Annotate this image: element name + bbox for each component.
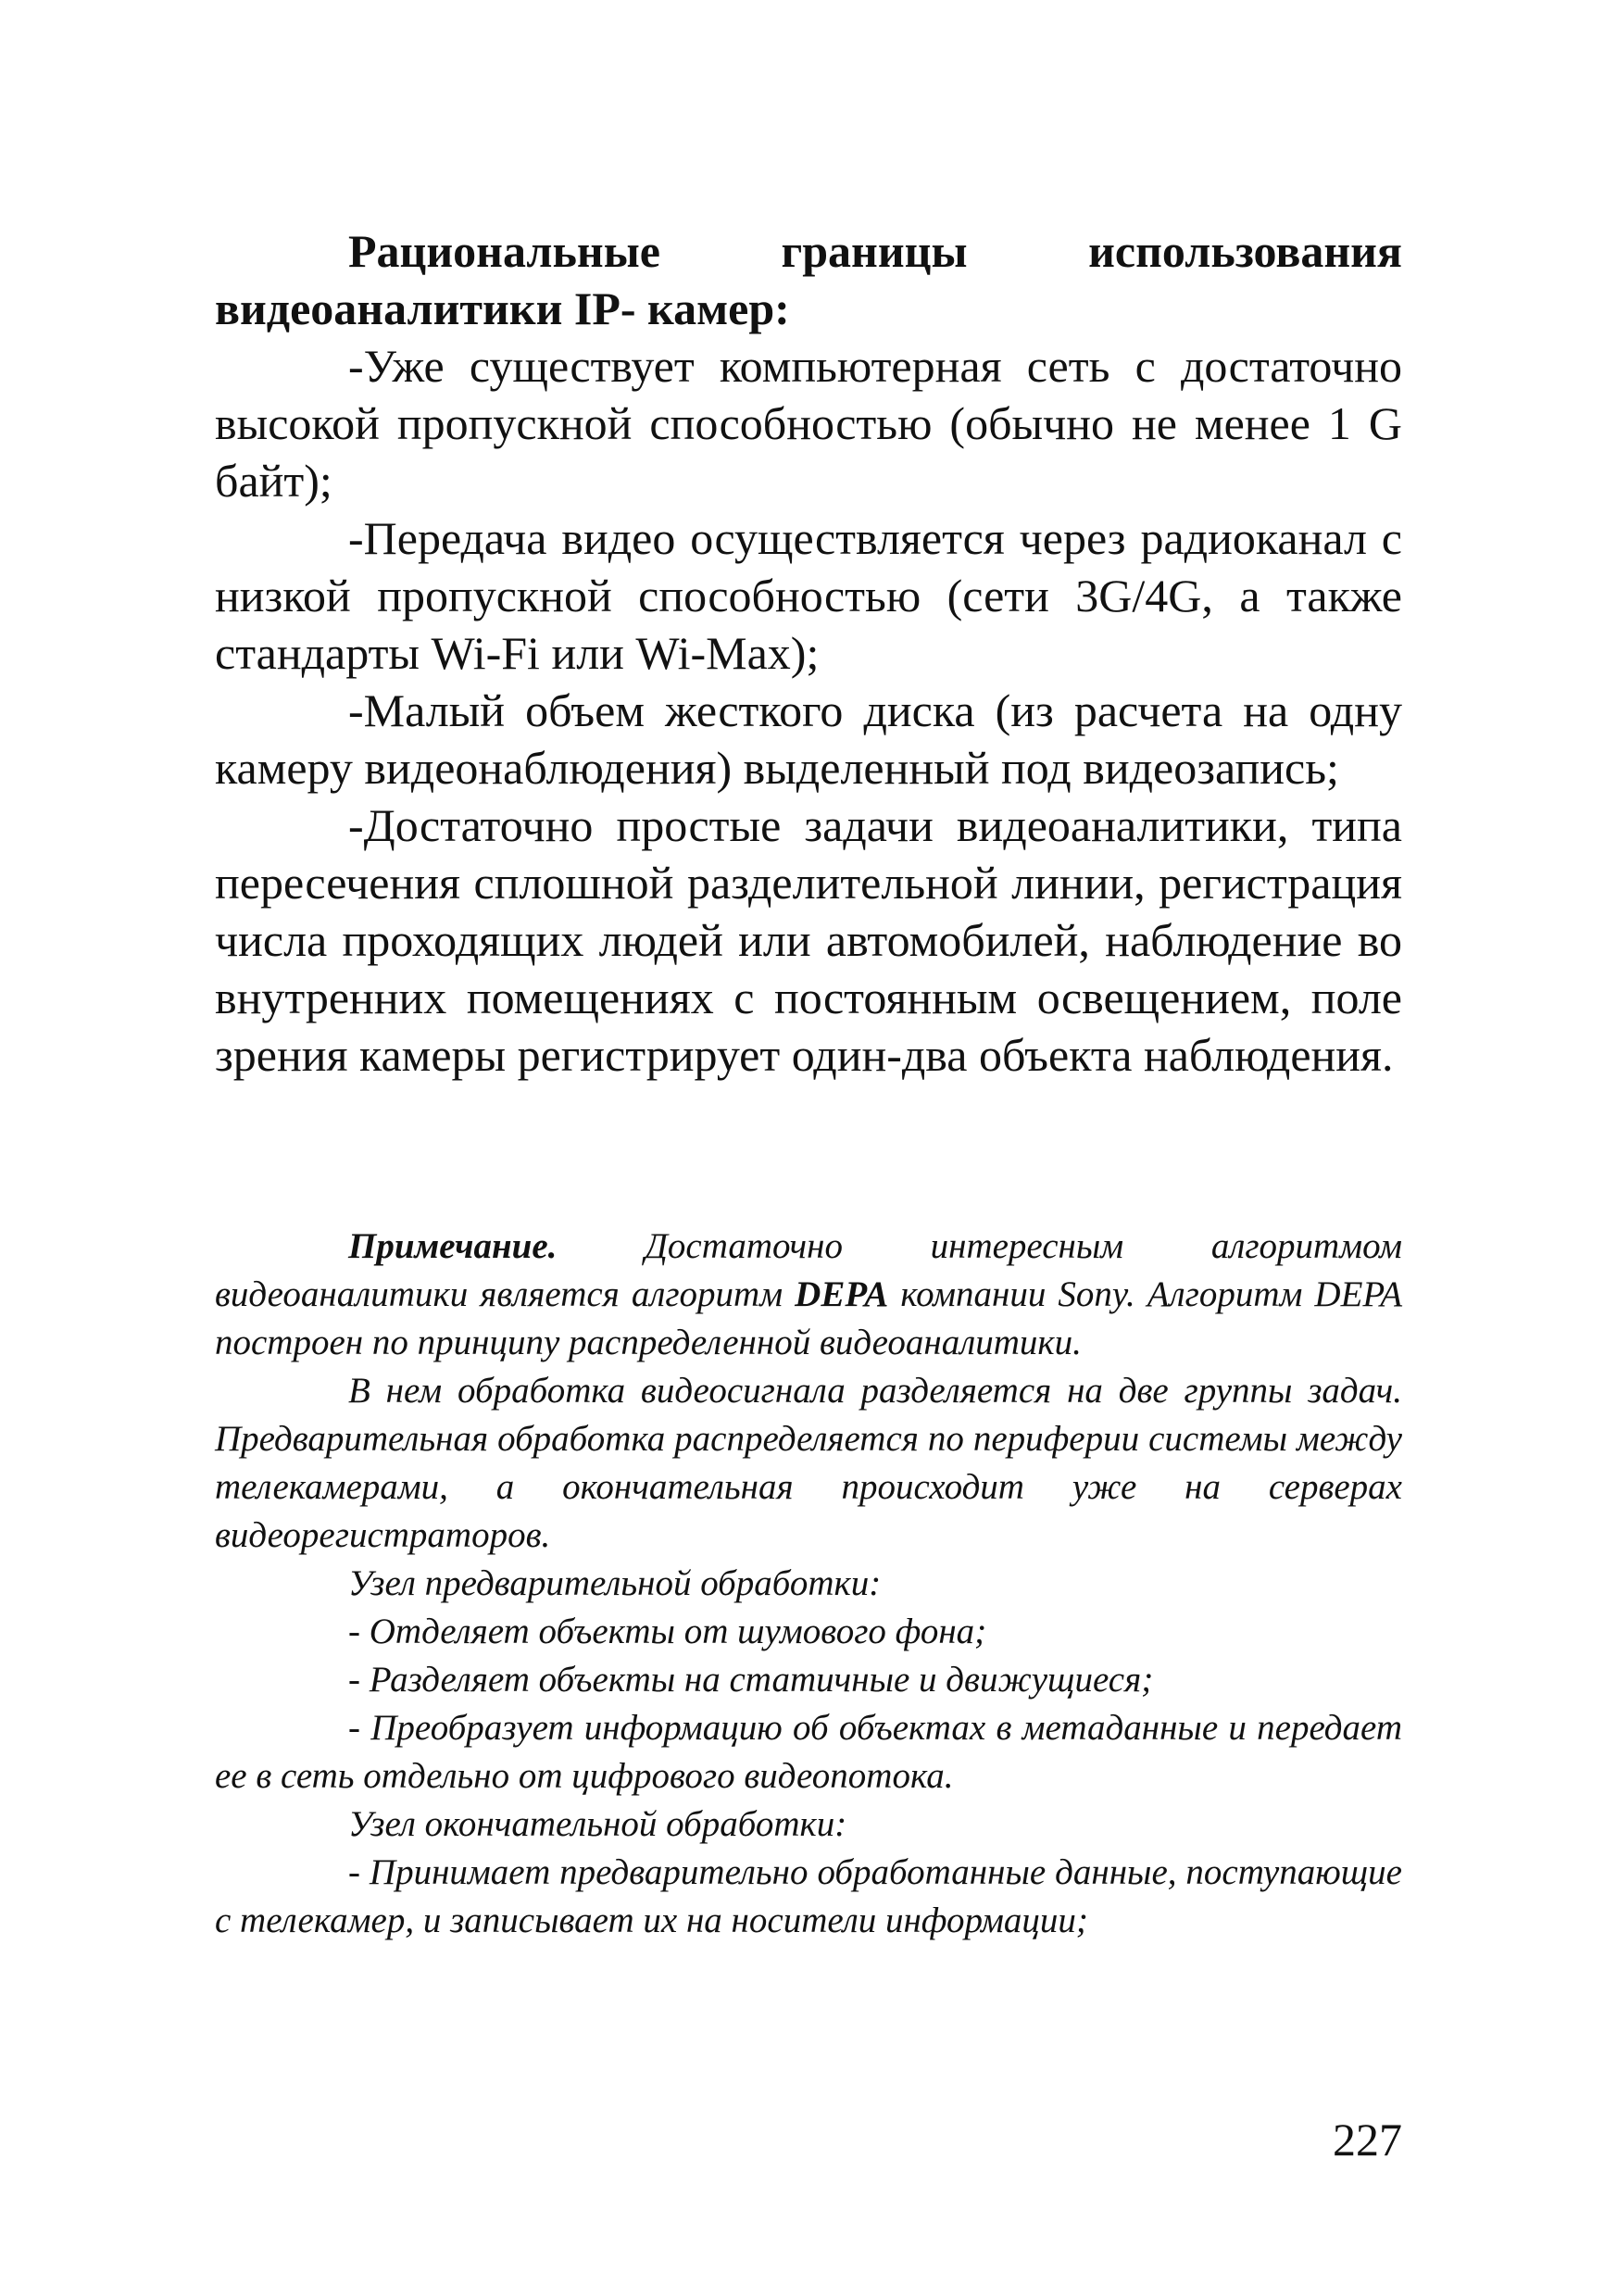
paragraph-hard-disk: -Малый объем жесткого диска (из расчета на одну камеру видеонаблюдения) выделенный под видеозапись;: [215, 684, 1402, 794]
note-intro-2: компании Sony. Алгоритм DEPA построен по принципу распределенной видеоаналитики.: [215, 1274, 1403, 1362]
paragraph-radio-channel: -Передача видео осуществляется через радиоканал с низкой пропускной способностью (сети 3G/4G, а также стандарты Wi-Fi или Wi-Max);: [215, 512, 1402, 679]
note-intro-1: Достаточно интересным алгоритмом видеоаналитики является алгоритм: [215, 1226, 1402, 1314]
note-paragraph-1: [215, 1223, 1402, 1367]
paragraph-simple-tasks: -Достаточно простые задачи видеоаналитики, типа пересечения сплошной разделительной линии, регистрация числа проходящих людей или автомобилей, наблюдение во внутренних помещениях с постоянным освещением, поле зрения камеры регистрирует один-два объекта наблюдения.: [215, 799, 1402, 1081]
final-node-title: Узел окончательной обработки:: [348, 1804, 847, 1844]
note-label: Примечание.: [348, 1226, 558, 1266]
section-heading-line-1: Рациональные границы использования: [348, 225, 1402, 277]
paragraph-network: -Уже существует компьютерная сеть с достаточно высокой пропускной способностью (обычно не менее 1 G байт);: [215, 340, 1402, 507]
note-paragraph-2: В нем обработка видеосигнала разделяется на две группы задач. Предварительная обработка распределяется по периферии системы между телекамерами, а окончательная происходит уже на серверах видеорегистраторов.: [215, 1371, 1402, 1555]
final-node-item: - Принимает предварительно обработанные данные, поступающие с телекамер, и записывает их на носители информации;: [215, 1852, 1402, 1940]
page-number: 227: [1333, 2114, 1402, 2165]
preliminary-node-title: Узел предварительной обработки:: [348, 1563, 882, 1603]
main-text: [215, 222, 1402, 1084]
preliminary-node-item: - Отделяет объекты от шумового фона;: [348, 1612, 987, 1651]
note-depa-term: DEPA: [795, 1274, 889, 1314]
preliminary-node-item: - Преобразует информацию об объектах в метаданные и передает ее в сеть отдельно от цифрового видеопотока.: [215, 1708, 1402, 1796]
section-heading-line-2: видеоаналитики IP- камер:: [215, 282, 790, 334]
note-block: [215, 1223, 1402, 1945]
preliminary-node-item: - Разделяет объекты на статичные и движущиеся;: [348, 1660, 1154, 1700]
